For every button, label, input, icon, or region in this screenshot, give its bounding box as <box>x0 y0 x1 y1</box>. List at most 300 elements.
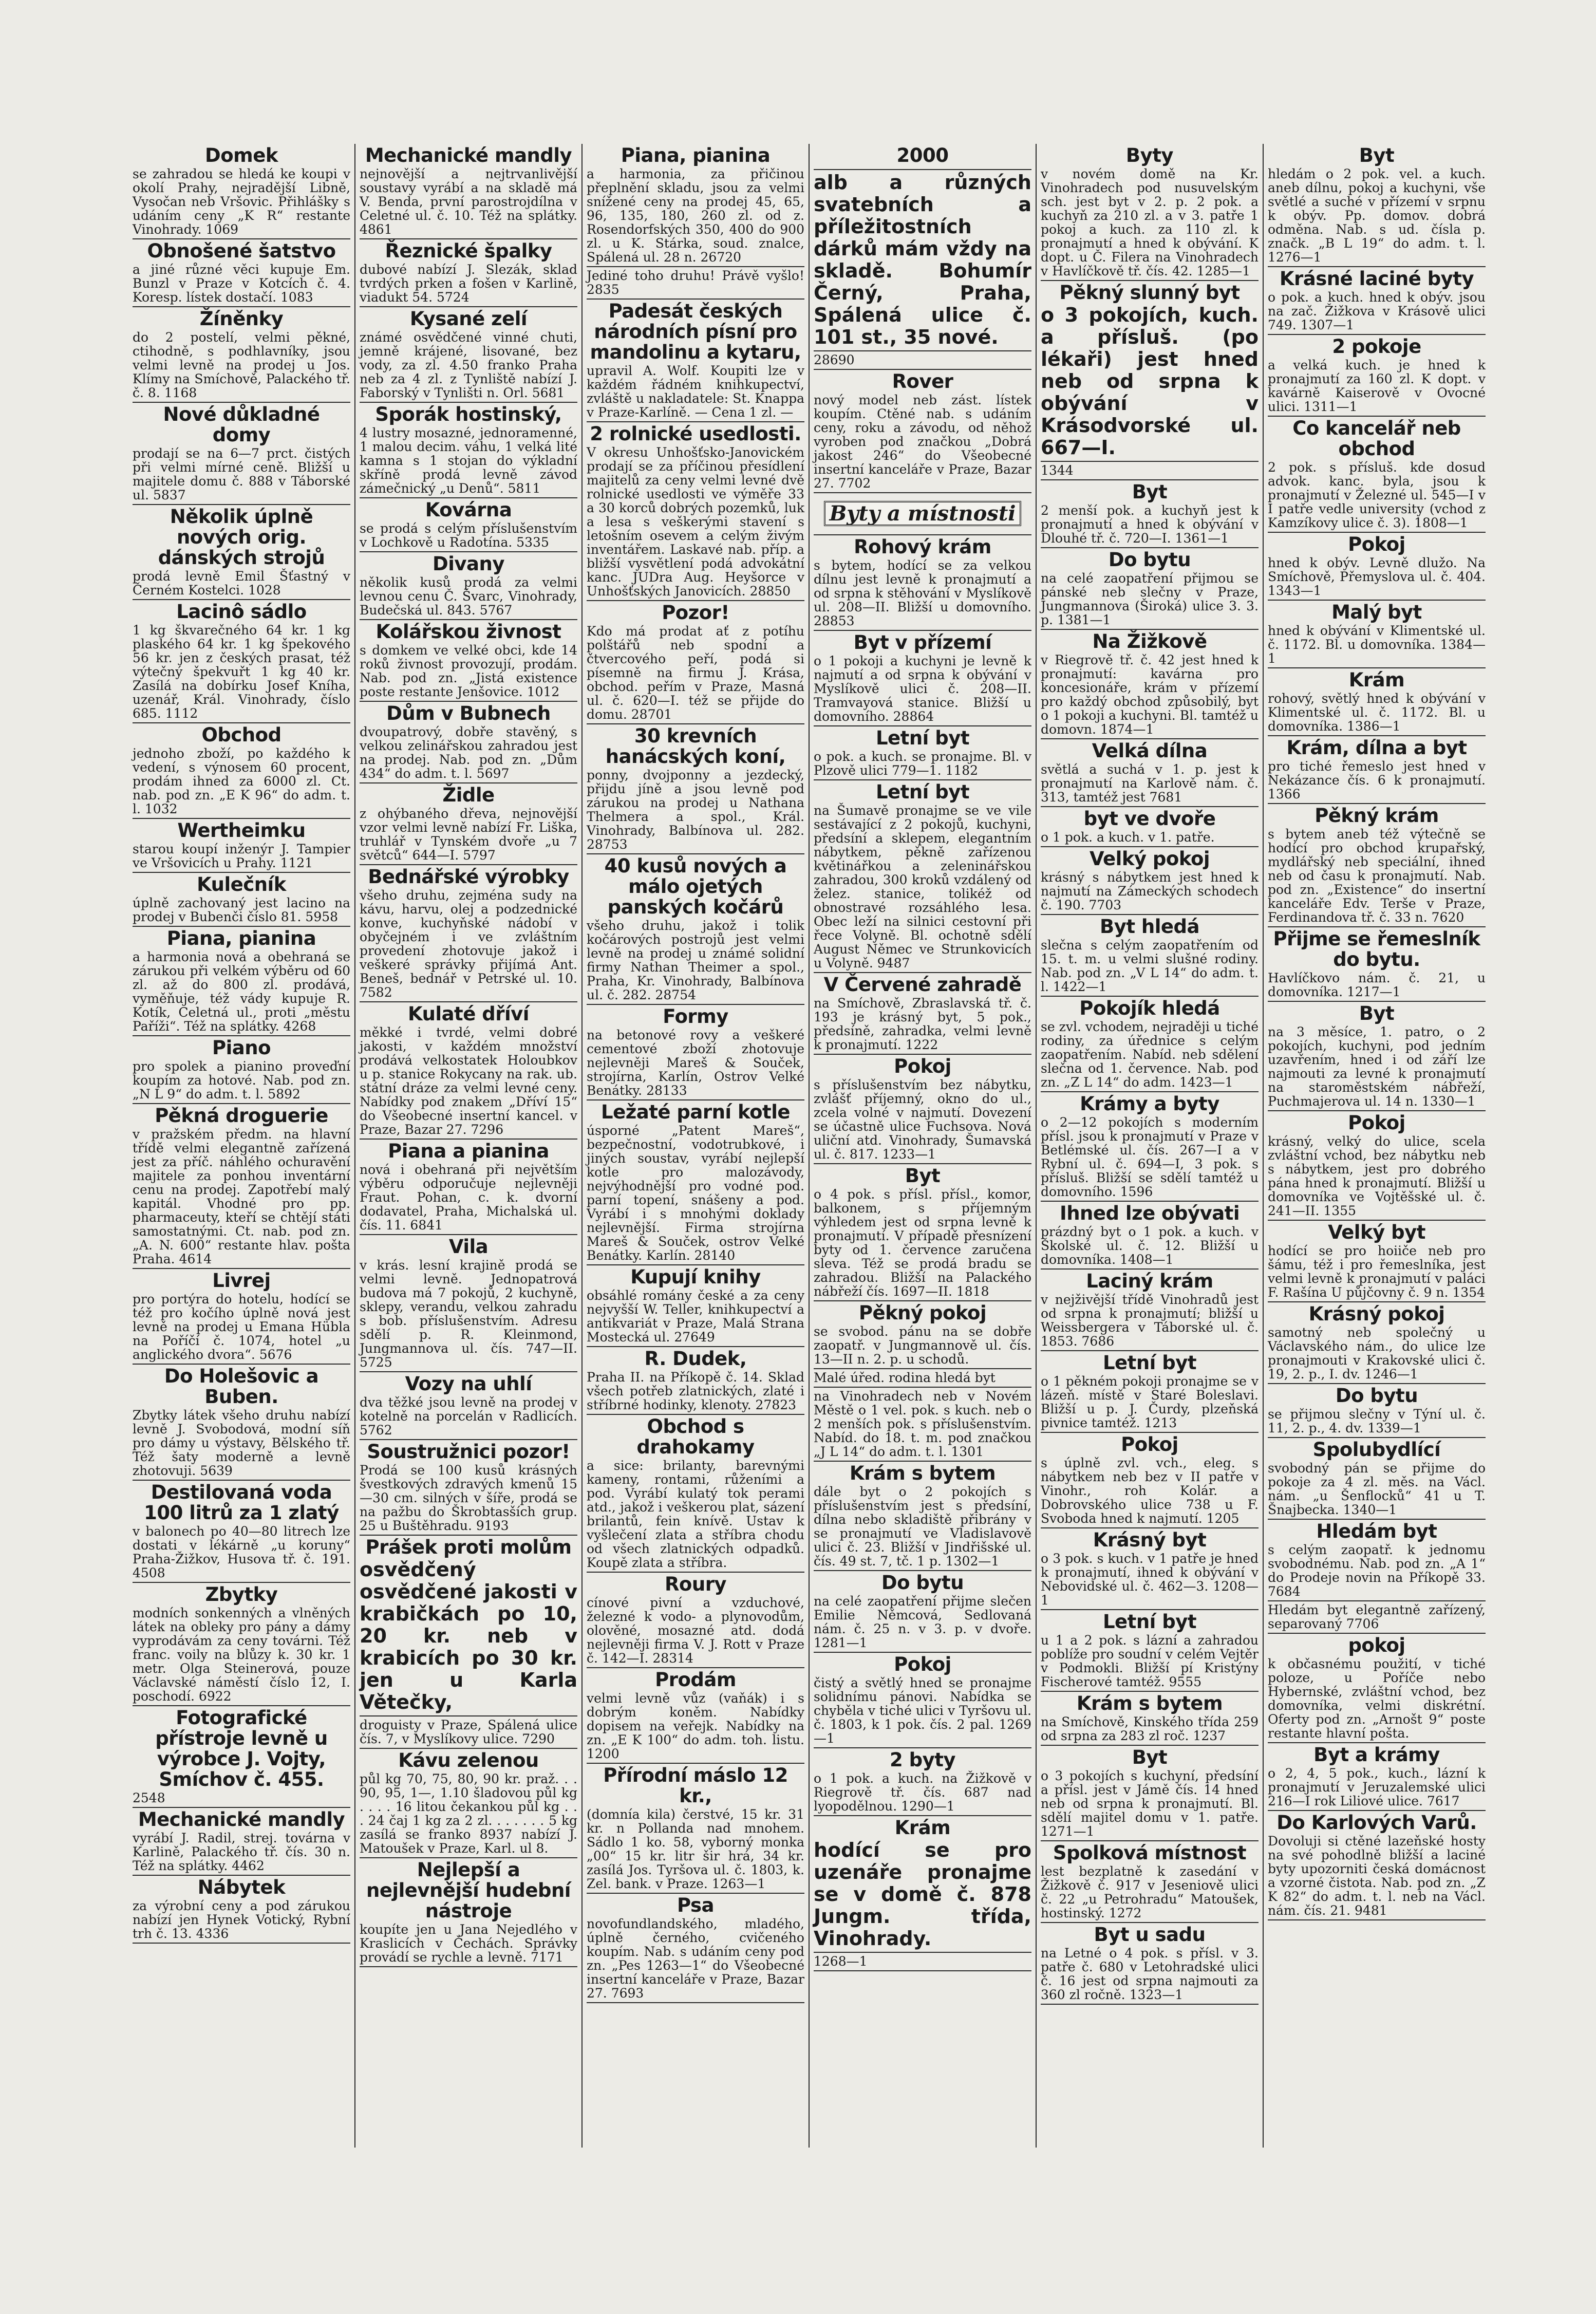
ad-heading: Byt v přízemí <box>853 631 992 654</box>
ad-text: na Smíchově, Kinského třída 259 od srpna za 283 zl roč. 1237 <box>1041 1714 1259 1743</box>
ad-heading: Obchod s drahokamy <box>636 1415 755 1458</box>
ad-text: nový model neb zást. lístek koupím. Ctěné nab. s udáním ceny, roku a závodu, od něhož vyroben pod značkou „Dobrá jakost 246“ do Všeobecné insertní kanceláře v Praze, Bazar 27. 7702 <box>814 393 1031 491</box>
ad-text: jednoho zboží, po každého k vedení, s výnosem 60 procent, prodám ihned za 6000 zl. Ct. nab. pod zn. „E K 96“ do adm. t. l. 1032 <box>133 746 350 816</box>
ad-heading: Krámy a byty <box>1080 1093 1219 1115</box>
classified-ad <box>133 600 350 723</box>
classified-ad <box>360 307 577 403</box>
ad-heading: Kovárna <box>425 499 512 521</box>
ad-heading: Do bytu <box>881 1572 964 1594</box>
ad-text: hned k obývání v Klimentské ul. č. 1172. Bl. u domovníka. 1384—1 <box>1268 623 1486 666</box>
ad-text: v novém domě na Kr. Vinohradech pod nusuvelským sch. jest byt v 2. p. 2 pok. a kuchyň za 210 zl. a v 3. patře 1 pokoj a kuch. za 110 zl. k pronajmutí a hned k obývání. K dopt. u Č. Filera na Vinohradech v Havlíčkově tř. čís. 42. 1285—1 <box>1041 166 1259 278</box>
ad-text: hodící se pro hoiiče neb pro šámu, též i pro řemeslníka, jest velmi levně k pronajmutí v paláci F. Rašína U půjčovny č. 9 n. 1354 <box>1268 1243 1486 1300</box>
ad-text: a velká kuch. je hned k pronajmutí za 160 zl. K dopt. v kavárně Kaiserově v Ovocné ulici. 1311—1 <box>1268 358 1486 414</box>
classified-ad <box>1268 736 1486 804</box>
classified-ad <box>1041 1270 1259 1351</box>
section-banner: Byty a místnosti <box>824 501 1021 526</box>
ad-text: o 4 pok. s přísl. přísl., komor, balkonem, s příjemným výhledem jest od srpna levně k pronajmutí. V případě přesnízení byty od 1. července zaručena sleva. Též se prodá bradu se zahradou. Bližší na Palackého nábřeží čís. 1697—II. 1818 <box>814 1187 1031 1299</box>
ad-text: V okresu Unhošťsko-Janovickém prodají se za příčinou přesídlení majitelů za ceny velmi levné dvě rolnické usedlosti ve výměře 33 a 30 korců dobrých pozemků, luk a lesa s veškerými stavení s letošním osevem a celým živým inventářem. Laskavé nab. příp. a bližší vysvětlení podá advokátní kanc. JUDra Aug. Heyšorce v Unhošťských Janovicích. 28850 <box>587 445 804 599</box>
ad-text: měkké i tvrdé, velmi dobré jakosti, v každém množství prodává velkostatek Holoubkov u p. stanice Rokycany na rak. ub. státní dráze za velmi levné ceny. Nabídky pod znakem „Dříví 15“ do Všeobecné insertní kancel. v Praze, Bazar 27. 7296 <box>360 1025 577 1137</box>
ad-heading: Pěkná droguerie <box>155 1105 328 1127</box>
ad-text: droguisty v Praze, Spálená ulice čís. 7, v Myslíkovy ulice. 7290 <box>360 1718 577 1746</box>
classified-ad <box>1041 1092 1259 1202</box>
ad-text: půl kg 70, 75, 80, 90 kr. praž. . . 90, 95, 1—, 1.10 šladovou půl kg . . . . 16 litou čekankou půl kg . . . 24 čaj 1 kg za 2 zl. . . . . . . 5 kg zasílá se franko 8937 nabízí J. Matoušek v Praze, Karl. ul 8. <box>360 1771 577 1856</box>
classified-ad <box>133 1036 350 1104</box>
ad-text: hledám o 2 pok. vel. a kuch. aneb dílnu, pokoj a kuchyni, vše světlé a suché v přízemí v srpnu k obýv. Pp. domov. dobrá odměna. Nab. s ud. čísla p. značk. „B L 19“ do adm. t. l. 1276—1 <box>1268 166 1486 265</box>
ad-text: dále byt o 2 pokojích s příslušenstvím jest s předsíní, dílna nebo skladiště přibrány v se pronajmutí ve Vladislavově ulici č. 23. Bližší v Jindřišské ul. čís. 49 st. 7, tč. 1 p. 1302—1 <box>814 1484 1031 1569</box>
classified-ad <box>360 783 577 865</box>
classified-ad <box>133 403 350 505</box>
ad-heading: Krásné laciné byty <box>1279 268 1474 290</box>
ad-heading: Krám <box>1348 669 1405 691</box>
ad-text: na 3 měsíce, 1. patro, o 2 pokojích, kuchyni, pod jedním uzavřením, hned i od září lze najmouti za levné k pronajmutí na staroměstském nábřeží, Puchmajerova ul. 14 n. 1330—1 <box>1268 1024 1486 1109</box>
ad-text: s domkem ve velké obci, kde 14 roků živnost provozují, prodám. Nab. pod zn. „Jistá existence poste restante Jenšovice. 1012 <box>360 643 577 699</box>
ad-heading: Bednářské výrobky <box>368 866 569 888</box>
ad-heading: Krásný byt <box>1093 1529 1207 1551</box>
ad-text: do 2 postelí, velmi pěkné, ctihodně, s podhlavníky, jsou velmi levně na prodej u Jos. Klímy na Smíchově, Palackého tř. č. 8. 1168 <box>133 330 350 400</box>
classified-ad <box>1268 1743 1486 1811</box>
ad-text: na betonové rovy a veškeré cementové zboží zhotovuje nejlevněji Mareš & Souček, strojírna, Karlín, Ostrov Velké Benátky. 28133 <box>587 1028 804 1098</box>
ad-text: známé osvědčené vinné chuti, jemně krájené, lisované, bez vody, za zl. 4.50 franko Praha neb za 4 zl. z Tynliště nabízí J. Faborský v Tynlišti n. Orl. 5681 <box>360 330 577 400</box>
ad-text: 1 kg škvarečného 64 kr. 1 kg plaského 64 kr. 1 kg špekového 56 kr. jen z českých prasat, též výtečný špekvuřt 1 kg 40 kr. Zasílá na dobírku Josef Kníha, uzenář, Král. Vinohrady, číslo 685. 1112 <box>133 623 350 721</box>
ad-text: starou koupí inženýr J. Tampier ve Vršovicích u Prahy. 1121 <box>133 842 350 870</box>
ad-heading: 2000 <box>896 144 949 166</box>
ad-text: a harmonia nová a obehraná se zárukou při velkém výběru od 60 zl. až do 800 zl. prodává, vyměňuje, též vády kupuje R. Kotík, Celetná ul., proti „městu Paříži“. Též na splátky. 4268 <box>133 949 350 1034</box>
ad-heading: Pěkný slunný byt <box>1059 282 1240 304</box>
classified-ad <box>814 1369 1031 1388</box>
ad-text: a harmonia, za přičinou přeplnění skladu, jsou za velmi snížené ceny na prodej 45, 65, 96, 135, 180, 260 zl. od z. Rosendorfských 350, 400 do 900 zl. u K. Stárka, soud. znalce, Spálená ul. 28 n. 26720 <box>587 166 804 265</box>
ad-text: 28690 <box>814 352 855 367</box>
ad-heading: Velký pokoj <box>1089 848 1210 870</box>
ad-heading: Soustružnici pozor! <box>367 1441 570 1463</box>
classified-ad <box>587 267 804 300</box>
ad-heading: Formy <box>663 1005 728 1028</box>
classified-ad <box>1041 480 1259 548</box>
ad-text: za výrobní ceny a pod zárukou nabízí jen Hynek Votický, Rybní trh č. 13. 4336 <box>133 1898 350 1941</box>
classified-ad <box>1041 462 1259 480</box>
classified-ad <box>1268 601 1486 668</box>
ad-text: 1344 <box>1041 463 1074 478</box>
classified-columns <box>128 144 1490 2148</box>
classified-ad <box>814 1953 1031 1971</box>
ad-heading: Obnošené šatstvo <box>147 240 336 262</box>
ad-text: velmi levně vůz (vaňák) i s dobrým koněm. Nabídky dopisem na veřejk. Nabídky na zn. „E K 100“ do adm. toh. listu. 1200 <box>587 1691 804 1761</box>
ad-heading: Vila <box>448 1236 489 1258</box>
ad-text: 1268—1 <box>814 1954 868 1969</box>
ad-heading: 40 kusů nových a málo ojetých panských kočárů <box>604 855 787 918</box>
classified-ad <box>587 724 804 854</box>
classified-ad <box>814 170 1031 351</box>
classified-ad <box>1268 1601 1486 1634</box>
ad-heading: Psa <box>677 1894 714 1916</box>
ad-text: o 3 pokojích, kuch. a přísluš. (po lékaři) jest hned neb od srpna k obývání v Krásodvorské ul. 667—I. <box>1041 304 1259 459</box>
classified-ad <box>360 1858 577 1967</box>
classified-ad <box>360 1372 577 1440</box>
ad-text: na celé zaopatření přijme slečen Emilie Němcová, Sedlovaná nám. č. 25 n. v 3. p. v dvoře. 1281—1 <box>814 1594 1031 1650</box>
ad-text: v Riegrově tř. č. 42 jest hned k pronajmutí: kavárna pro koncesionáře, krám v přízemí pro každý obchod způsobilý, byt o 1 pokoji a kuchyni. Bl. tamtéž u domovn. 1874—1 <box>1041 652 1259 737</box>
ad-text: na Šumavě pronajme se ve vile sestávající z 2 pokojů, kuchyni, předsíní a sklepem, elegantním nábytkem, pěkně zařízenou květinářkou a zeleninářskou zahradou, 300 kroků vzdálený od želez. stanice, tolikéž od obnostravé rozsáhlého lesa. Obec leží na silnici cestovní při řece Volyně. Bl. ochotně sdělí August Němec ve Strunkovicích u Volyně. 9487 <box>814 803 1031 971</box>
ad-text: nejnovější a nejtrvanlivější soustavy vyrábí a na skladě má V. Benda, první parostrojdílna v Celetné ul. č. 10. Též na splátky. 4861 <box>360 166 577 237</box>
ad-heading: Do bytu <box>1335 1385 1418 1407</box>
classified-ad <box>1041 630 1259 739</box>
ad-heading: Vozy na uhlí <box>405 1373 532 1395</box>
classified-ad <box>587 1005 804 1100</box>
classified-ad <box>1268 1811 1486 1920</box>
ad-heading: Do Karlových Varů. <box>1276 1812 1477 1834</box>
ad-text: se zahradou se hledá ke koupi v okolí Prahy, nejradější Libně, Vysočan neb Vršovic. Přihlášky s udáním ceny „K R“ restante Vinohrady. 1069 <box>133 166 350 237</box>
ad-heading: Piana a pianina <box>388 1140 549 1162</box>
ad-text: 4 lustry mosazné, jednoramenné, 1 malou decim. váhu, 1 velká lité kamna s 1 stojan do výkladní skříně prodá levně závod zámečnický „u Denů“. 5811 <box>360 425 577 496</box>
ad-heading: Pokoj <box>894 1653 951 1675</box>
ad-heading: Padesát českých národních písní pro mandolinu a kytaru, <box>590 300 801 363</box>
classified-ad <box>587 1347 804 1415</box>
ad-heading: Velká dílna <box>1092 740 1208 762</box>
classified-ad <box>133 819 350 873</box>
ad-heading: Nejlepší a nejlevnější hudební nástroje <box>366 1859 571 1922</box>
ad-heading: Velký byt <box>1328 1221 1425 1243</box>
ad-text: Havlíčkovo nám. č. 21, u domovníka. 1217—1 <box>1268 971 1486 999</box>
ad-heading: 2 pokoje <box>1332 335 1421 358</box>
classified-ad <box>587 854 804 1005</box>
ad-heading: Wertheimku <box>177 819 306 842</box>
classified-ad <box>814 1748 1031 1816</box>
ad-text: úsporné „Patent Mareš“, bezpečnostní, vodotrubkové, i jiných soustav, vyrábí nejlepší kotle pro malozávody, nejvýhodnější pro vodné pod. parní topení, snášeny a pod. Vyrábí i s mnohými doklady nejlevnější. Firma strojírna Mareš & Souček, ostrov Velké Benátky. Karlín. 28140 <box>587 1123 804 1263</box>
classified-ad <box>814 973 1031 1055</box>
ad-text: s příslušenstvím bez nábytku, zvlášť příjemný, okno do ul., zcela volné v najmutí. Dovezení se účastně ulice Fuchsova. Nová uliční atd. Vinohrady, Šumavská ul. č. 817. 1233—1 <box>814 1077 1031 1162</box>
classified-ad <box>1041 1746 1259 1841</box>
classified-ad <box>1268 1634 1486 1743</box>
classified-ad <box>814 144 1031 170</box>
classified-ad <box>1041 997 1259 1092</box>
ad-text: se zvl. vchodem, nejraději u tiché rodiny, za úřednice s celým zaopatřením. Nabíd. neb sdělení slečna od 1. července. Nab. pod zn. „Z L 14“ do adm. 1423—1 <box>1041 1019 1259 1090</box>
ad-text: koupíte jen u Jana Nejedlého v Kraslicích v Čechách. Správky provádí se rychle a levně. 7171 <box>360 1922 577 1965</box>
classified-ad <box>1268 144 1486 267</box>
classified-ad <box>360 702 577 783</box>
ad-text: alb a různých svatebních a příležitostních dárků mám vždy na skladě. Bohumír Černý, Praha, Spálená ulice č. 101 st., 35 nové. <box>814 171 1031 348</box>
ad-heading: Livrej <box>212 1270 271 1292</box>
classified-ad <box>1041 144 1259 281</box>
ad-heading: Rover <box>892 370 953 393</box>
classified-ad <box>360 1235 577 1372</box>
ad-text: novofundlandského, mladého, úplně černého, cvičeného koupím. Nab. s udáním ceny pod zn. „Pes 1263—1“ do Všeobecné insertní kanceláře v Praze, Bazar 27. 7693 <box>587 1916 804 2001</box>
column-6 <box>1263 144 1490 2148</box>
ad-text: světlá a suchá v 1. p. jest k pronajmutí na Karlově nám. č. 313, tamtéž jest 7681 <box>1041 762 1259 805</box>
ad-heading: Mechanické mandly <box>365 144 572 166</box>
ad-text: rohový, světlý hned k obývání v Klimentské ul. č. 1172. Bl. u domovníka. 1386—1 <box>1268 691 1486 734</box>
classified-ad <box>1041 1433 1259 1528</box>
classified-ad <box>1268 668 1486 736</box>
ad-heading: Letní byt <box>875 781 970 803</box>
column-5 <box>1036 144 1263 2148</box>
ad-heading: Mechanické mandly <box>138 1808 345 1831</box>
ad-heading: Divany <box>433 553 504 575</box>
ad-text: s úplně zvl. vch., eleg. s nábytkem neb bez v II patře v Vinohr., roh Kolár. a Dobrovského ulice 738 u F. Svoboda hned k najmutí. 1205 <box>1041 1455 1259 1526</box>
classified-ad <box>1268 804 1486 927</box>
ad-text: na Smíchově, Zbraslavská tř. č. 193 je krásný byt, 5 pok., předsíně, zahradka, velmi levně k pronajmutí. 1222 <box>814 996 1031 1052</box>
classified-ad <box>814 1164 1031 1301</box>
ad-text: v pražském předm. na hlavní třídě velmi elegantně zařízená jest za příč. náhlého ochuravění majitele za ponhou inventární cenu na prodej. Zapotřebí malý kapitál. Vhodné pro pp. pharmaceuty, kteří se chtějí státi samostatnými. Ct. nab. pod zn. „A. N. 600“ restante hlav. pošta Praha. 4614 <box>133 1127 350 1266</box>
ad-text: hned k obýv. Levně dlužo. Na Smíchově, Přemyslova ul. č. 404. 1343—1 <box>1268 555 1486 598</box>
classified-ad <box>360 239 577 307</box>
ad-heading: Žíněnky <box>199 308 284 330</box>
classified-ad <box>587 144 804 267</box>
ad-heading: Piano <box>212 1037 271 1059</box>
ad-heading: Do bytu <box>1108 549 1191 571</box>
ad-heading: Kolářskou živnost <box>375 621 561 643</box>
classified-ad <box>360 552 577 620</box>
classified-ad <box>133 1269 350 1365</box>
ad-text: samotný neb společný u Václavského nám., do ulice lze pronajmouti v Krakovské ulici č. 19, 2. p., I. dv. 1246—1 <box>1268 1325 1486 1382</box>
ad-heading: Prášek proti molům <box>365 1536 572 1558</box>
classified-ad <box>133 723 350 819</box>
ad-heading: Domek <box>205 144 278 166</box>
ad-text: (domnía kila) čerstvé, 15 kr. 31 kr. n Pollanda nad mnohem. Sádlo 1 ko. 58, vyborný monka „00“ 15 kr. litr šir hrá, 34 kr. zasílá Jos. Tyršova ul. č. 1803, k. Zel. bank. v Praze. 1263—1 <box>587 1807 804 1891</box>
classified-ad <box>133 1481 350 1583</box>
ad-heading: Byt <box>1359 144 1395 166</box>
ad-heading: Kysané zelí <box>409 308 528 330</box>
ad-text: o 3 pok. s kuch. v 1 patře je hned k pronajmutí, ihned k obývání v Nebovidské ul. č. 462—3. 1208—1 <box>1041 1551 1259 1608</box>
ad-heading: Kulaté dříví <box>408 1003 529 1025</box>
ad-text: 2 menší pok. a kuchyň jest k pronajmutí a hned k obývání v Dlouhé tř. č. 720—I. 1361—1 <box>1041 503 1259 546</box>
classified-ad <box>360 1440 577 1536</box>
ad-heading: Ležaté parní kotle <box>601 1101 790 1123</box>
ad-text: cínové pivní a vzduchové, železné k vodo- a plynovodům, olověné, mosazné atd. dodá nejlevněji firma V. J. Rott v Praze č. 142—I. 28314 <box>587 1595 804 1666</box>
ad-text: 2 pok. s přísluš. kde dosud advok. kanc. byla, jsou k pronajmutí v Železné ul. 545—I v I patře vedle university (vchod z Kamzíkovy ulice č. 3). 1808—1 <box>1268 460 1486 530</box>
classified-ad <box>814 1388 1031 1462</box>
ad-text: k občasnému použití, v tiché poloze, u Poříče nebo Hybernské, zvláštní vchod, bez domovníka, velmi diskrétní. Oferty pod zn. „Arnošt 9“ poste restante hlavní pošta. <box>1268 1656 1486 1741</box>
ad-text: Praha II. na Příkopě č. 14. Sklad všech potřeb zlatnických, zlaté i stříbrné hodinky, klenoty. 27823 <box>587 1370 804 1412</box>
ad-text: na Vinohradech neb v Novém Městě o 1 vel. pok. s kuch. neb o 2 menších pok. s příslušenstvím. Nabíd. do 18. t. m. pod značkou „J L 14“ do adm. t. l. 1301 <box>814 1389 1031 1459</box>
classified-ad <box>1041 807 1259 847</box>
classified-ad <box>1268 533 1486 601</box>
classified-ad <box>360 1002 577 1140</box>
ad-text: o 1 pěkném pokoji pronajme se v lázeň. místě v Staré Boleslavi. Bližší u p. J. Čurdy, plzeňská pivnice tamtéž. 1213 <box>1041 1374 1259 1430</box>
ad-heading: Kulečník <box>197 873 286 895</box>
classified-ad <box>587 1573 804 1668</box>
classified-ad <box>1041 1841 1259 1923</box>
column-4 <box>809 144 1036 2148</box>
ad-text: ponny, dvojponny a jezdecký, přijdu jíně a jsou levně pod zárukou na prodej u Nathana Thelmera a spol., Král. Vinohrady, Balbínova ul. 282. 28753 <box>587 768 804 852</box>
ad-heading: Malý byt <box>1331 601 1422 623</box>
classified-ad <box>814 1653 1031 1748</box>
classified-ad <box>1268 927 1486 1002</box>
ad-heading: Pozor! <box>662 602 729 624</box>
column-2 <box>354 144 581 2148</box>
classified-ad <box>1268 417 1486 533</box>
classified-ad <box>133 927 350 1036</box>
ad-heading: Pěkný krám <box>1315 805 1439 827</box>
classified-ad <box>1041 1923 1259 2005</box>
ad-text: slečna s celým zaopatřením od 15. t. m. u velmi slušné rodiny. Nab. pod zn. „V L 14“ do adm. t. l. 1422—1 <box>1041 938 1259 994</box>
classified-ad <box>814 726 1031 780</box>
ad-heading: Na Žižkově <box>1092 630 1207 652</box>
ad-text: o 3 pokojích s kuchyní, předsíní a přísl. jest v Jámě čís. 14 hned neb od srpna k pronajmutí. Bl. sdělí majitel domu v 1. patře. 1271—1 <box>1041 1768 1259 1839</box>
ad-heading: Byt <box>1132 481 1168 503</box>
ad-text: několik kusů prodá za velmi levnou cenu Č. Švarc, Vinohrady, Budečská ul. 843. 5767 <box>360 575 577 618</box>
classified-ad <box>133 1808 350 1876</box>
classified-ad <box>133 1365 350 1481</box>
ad-heading: byt ve dvoře <box>1083 808 1216 830</box>
ad-text: 2548 <box>133 1790 165 1805</box>
classified-ad <box>360 1716 577 1749</box>
classified-ad <box>133 873 350 927</box>
classified-ad <box>360 1536 577 1716</box>
ad-heading: Destilovaná voda 100 litrů za 1 zlatý <box>144 1481 339 1524</box>
classified-ad <box>360 1749 577 1858</box>
ad-text: o 2, 4, 5 pok., kuch., lázní k pronajmutí v Jeruzalemské ulici 216—I rok Liliové ulice. 7617 <box>1268 1766 1486 1808</box>
ad-text: s celým zaopatř. k jednomu svobodnému. Nab. pod zn. „A 1“ do Prodeje novin na Příkopě 33. 7684 <box>1268 1542 1486 1599</box>
ad-text: Kdo má prodat ať z potíhu polštářů neb spodní a čtvercového peří, podá si písemně na firmu J. Krása, obchod. peřím v Praze, Masná ul. č. 620—I. též se přijde do domu. 28701 <box>587 624 804 722</box>
classified-ad <box>587 1415 804 1573</box>
ad-text: lest bezplatně k zasedání v Žižkově č. 917 v Jeseniově ulici č. 22 „u Petrohradu“ Matoušek, hostinský. 1272 <box>1041 1864 1259 1920</box>
classified-ad <box>1268 267 1486 335</box>
classified-ad <box>1268 1221 1486 1302</box>
classified-ad <box>133 144 350 239</box>
ad-text: vyrábí J. Radil, strej. továrna v Karlině, Palackého tř. čís. 30 n. Též na splátky. 4462 <box>133 1831 350 1873</box>
ad-text: o 1 pok. a kuch. na Žižkově v Riegrově tř. čís. 687 nad lyopodělnou. 1290—1 <box>814 1771 1031 1814</box>
ad-text: v krás. lesní krajině prodá se velmi levně. Jednopatrová budova má 7 pokojů, 2 kuchyně, sklepy, verandu, velkou zahradu s bob. příslušenstvím. Adresu sdělí p. R. Kleinmond, Jungmannova ul. čís. 747—II. 5725 <box>360 1258 577 1370</box>
classified-ad <box>814 493 1031 535</box>
ad-text: Prodá se 100 kusů krásných švestkových zdravých kmenů 15—30 cm. silných v šíře, prodá se na pažbu do Škrobtasších grup. 25 u Buštěhradu. 9193 <box>360 1463 577 1533</box>
classified-ad <box>1041 847 1259 915</box>
classified-ad <box>133 505 350 600</box>
ad-heading: Pokoj <box>1348 1112 1405 1134</box>
ad-heading: Prodám <box>655 1669 736 1691</box>
classified-ad <box>814 1816 1031 1953</box>
classified-ad <box>133 239 350 307</box>
ad-text: se prodá s celým příslušenstvím v Lochkově u Radotína. 5335 <box>360 521 577 550</box>
ad-text: Jediné toho druhu! Právě vyšlo! 2835 <box>587 268 804 297</box>
classified-ad <box>360 498 577 552</box>
ad-text: Hledám byt elegantně zařízený, separovaný 7706 <box>1268 1602 1486 1631</box>
ad-heading: Fotografické přístroje levně u výrobce J. Vojty, Smíchov č. 455. <box>155 1707 328 1790</box>
ad-heading: 30 krevních hanácských koní, <box>605 725 786 768</box>
classified-ad <box>133 1104 350 1269</box>
ad-text: s bytem, hodící se za velkou dílnu jest levně k pronajmutí a od srpna k stěhování v Myslíkově ul. 208—II. Bližší u domovního. 28853 <box>814 558 1031 628</box>
classified-ad <box>1268 335 1486 417</box>
ad-heading: Pěkný pokoj <box>858 1302 987 1324</box>
classified-ad <box>1268 1302 1486 1384</box>
classified-ad <box>587 422 804 601</box>
classified-ad <box>360 1140 577 1235</box>
ad-heading: Byty <box>1125 144 1174 166</box>
ad-heading: Krám <box>894 1817 951 1839</box>
ad-heading: Nové důkladné domy <box>163 403 320 446</box>
ad-text: hodící se pro uzenáře pronajme se v domě č. 878 Jungm. třída, Vinohrady. <box>814 1839 1031 1950</box>
ad-text: dva těžké jsou levně na prodej v kotelně na porcelán v Radlicích. 5762 <box>360 1395 577 1438</box>
ad-heading: Zbytky <box>205 1583 278 1606</box>
ad-text: Zbytky látek všeho druhu nabízí levně J. Svobodová, modní síň pro dámy u výstavy, Bělského tř. Též šaty moderně a levně zhotovuji. 5639 <box>133 1408 350 1478</box>
classified-ad <box>1268 1111 1486 1221</box>
ad-text: Dovoluji si ctěné lazeňské hosty na své pohodlně bližší a laciné byty upozorniti česká domácnost a vzorné čistota. Nab. pod zn. „Z K 82“ do adm. t. l. neb na Václ. nám. čís. 21. 9481 <box>1268 1834 1486 1918</box>
ad-text: krásný, velký do ulice, scela zvláštní vchod, bez nábytku neb s nábytkem, jest pro dobrého pána hned k pronajmutí. Bližší u domovníka ve Vojtěšské ul. č. 241—II. 1355 <box>1268 1134 1486 1218</box>
ad-text: pro spolek a pianino proveďní koupím za hotové. Nab. pod zn. „N L 9“ do adm. t. l. 5892 <box>133 1059 350 1102</box>
ad-text: všeho druhu, jakož i tolik kočárových postrojů jest velmi levně na prodej u známé solidní firmy Nathan Theimer a spol., Praha, Kr. Vinohrady, Balbínova ul. č. 282. 28754 <box>587 918 804 1002</box>
classified-ad <box>587 1764 804 1894</box>
ad-text: a sice: brilanty, barevnými kameny, rontami, růženími a pod. Vyrábí kulatý tok perami atd., jakož i veškerou plat, sázení brilantů, fein knívě. Ustav k vyšlečení zlata a stříbra chodu od všech zlatnických odpadků. Koupě zlata a stříbra. <box>587 1458 804 1570</box>
ad-heading: Pokoj <box>1121 1433 1178 1455</box>
ad-heading: Dům v Bubnech <box>386 702 551 724</box>
classified-ad <box>814 370 1031 493</box>
ad-text: na celé zaopatření přijmou se pánské neb slečny v Praze, Jungmannova (Široká) ulice 3. 3. p. 1381—1 <box>1041 571 1259 627</box>
ad-text: v nejživější třídě Vinohradů jest od srpna k pronajmutí; bližší u Weissbergera v Táborské ul. č. 1853. 7686 <box>1041 1292 1259 1349</box>
ad-text: nová i obehraná při největším výběru odporučuje nejlevněji Fraut. Pohan, c. k. dvorní dodavatel, Praha, Michalská ul. čís. 11. 6841 <box>360 1162 577 1233</box>
ad-heading: Roury <box>664 1573 727 1595</box>
ad-heading: Byt <box>1132 1746 1168 1768</box>
classified-ad <box>133 1876 350 1944</box>
ad-text: na Letné o 4 pok. s přísl. v 3. patře č. 680 v Letohradské ulici č. 16 jest od srpna najmouti za 360 zl ročně. 1323—1 <box>1041 1946 1259 2002</box>
ad-heading: Krám s bytem <box>849 1462 996 1484</box>
ad-text: o 2—12 pokojích s moderním přísl. jsou k pronajmutí v Praze v Betlémské ul. čís. 267—I a v Rybní ul. č. 694—I, 3 pok. s přísluš. Bližší se sdělí tamtéž u domovního. 1596 <box>1041 1115 1259 1199</box>
column-1 <box>128 144 354 2148</box>
ad-text: osvědčený osvědčené jakosti v krabičkách po 10, 20 kr. neb v krabicích po 30 kr. jen u Karla Větečky, <box>360 1558 577 1713</box>
ad-heading: Pokoj <box>1348 533 1405 555</box>
ad-heading: Židle <box>442 784 495 806</box>
ad-heading: Nábytek <box>197 1876 286 1898</box>
classified-ad <box>814 1462 1031 1571</box>
ad-text: Malé úřed. rodina hledá byt <box>814 1370 996 1385</box>
ad-text: prodají se na 6—7 prct. čistých při velmi mírné ceně. Bližší u majitele domu č. 888 v Táborské ul. 5837 <box>133 446 350 502</box>
ad-text: se svobod. pánu na se dobře zaopatř. v Jungmannově ul. čís. 13—II n. 2. p. u schodů. <box>814 1324 1031 1367</box>
ad-text: o 1 pok. a kuch. v 1. patře. <box>1041 830 1215 845</box>
ad-heading: Byt <box>1359 1002 1395 1024</box>
ad-text: modních sonkenných a vlněných látek na obleky pro pány a dámy vyprodávám za ceny továrni. Též franc. voily na blůzy k. 30 kr. 1 metr. Olga Steinerová, pouze Václavské náměstí číslo 12, I. poschodí. 6922 <box>133 1606 350 1704</box>
classified-ad <box>587 601 804 724</box>
ad-heading: Pokojík hledá <box>1079 997 1220 1019</box>
ad-heading: Letní byt <box>875 727 970 749</box>
ad-heading: Laciný krám <box>1086 1270 1213 1292</box>
ad-heading: Řeznické špalky <box>385 240 552 262</box>
classified-ad <box>814 780 1031 973</box>
ad-heading: Letní byt <box>1102 1611 1197 1633</box>
ad-text: dubové nabízí J. Slezák, sklad tvrdých prken a fošen v Karlině, viadukt 54. 5724 <box>360 262 577 305</box>
ad-heading: Piana, pianina <box>166 927 316 949</box>
ad-text: z ohýbaného dřeva, nejnovější vzor velmi levně nabízí Fr. Liška, truhlář v Tynském dvoře „u 7 světců“ 644—I. 5797 <box>360 806 577 863</box>
ad-text: pro portýra do hotelu, hodící se též pro kočího úplně nová jest levně na prodej u Emana Hübla na Poříčí č. 1074, hotel „u anglického dvora“. 5676 <box>133 1292 350 1362</box>
ad-heading: Přijme se řemeslník do bytu. <box>1273 928 1480 971</box>
ad-heading: Piana, pianina <box>621 144 771 166</box>
classified-ad <box>360 144 577 239</box>
classified-ad <box>814 351 1031 370</box>
classified-ad <box>1041 1692 1259 1746</box>
classified-ad <box>587 1100 804 1265</box>
ad-text: pro tiché řemeslo jest hned v Nekázance čís. 6 k pronajmutí. 1366 <box>1268 759 1486 801</box>
classified-ad <box>1268 1520 1486 1601</box>
ad-heading: Byt <box>905 1165 941 1187</box>
ad-text: upravil A. Wolf. Koupiti lze v každém řádném knihkupectví, zvláště u nakladatele: St. Knappa v Praze-Karlíně. — Cena 1 zl. — <box>587 363 804 420</box>
classified-ad <box>814 1571 1031 1653</box>
classified-ad <box>814 1301 1031 1369</box>
ad-text: svobodný pán se přijme do pokoje za 4 zl. měs. na Václ. nám. „u Šenflocků“ 41 u T. Šnajbecka. 1340—1 <box>1268 1461 1486 1517</box>
classified-ad <box>1041 281 1259 462</box>
ad-heading: Byt u sadu <box>1094 1924 1206 1946</box>
ad-text: obsáhlé romány české a za ceny nejvyšší W. Teller, knihkupectví a antikvariát v Praze, Malá Strana Mostecká ul. 27649 <box>587 1288 804 1345</box>
ad-heading: 2 byty <box>889 1749 956 1771</box>
ad-heading: Krásný pokoj <box>1308 1303 1445 1325</box>
ad-heading: Přírodní máslo 12 kr., <box>603 1764 788 1807</box>
ad-text: prodá levně Emil Šťastný v Černém Kostelci. 1028 <box>133 569 350 598</box>
ad-heading: 2 rolnické usedlosti. <box>590 423 801 445</box>
ad-text: o pok. a kuch. se pronajme. Bl. v Plzově ulici 779—1. 1182 <box>814 749 1031 778</box>
ad-heading: Spolková místnost <box>1053 1842 1247 1864</box>
ad-text: o pok. a kuch. hned k obýv. jsou na zač. Žižkova v Krásově ulici 749. 1307—1 <box>1268 290 1486 332</box>
classified-ad <box>1041 1610 1259 1692</box>
ad-text: s bytem aneb též výtečně se hodící pro obchod krupařský, mydlářský neb speciální, ihned neb od času k pronajmutí. Nab. pod zn. „Existence“ do insertní kanceláře Edv. Terše v Praze, Ferdinandova tř. č. 33 n. 7620 <box>1268 827 1486 925</box>
ad-heading: Lacinô sádlo <box>176 601 307 623</box>
classified-ad <box>587 300 804 422</box>
classified-ad <box>1041 739 1259 807</box>
ad-heading: pokoj <box>1348 1634 1405 1656</box>
classified-ad <box>360 620 577 702</box>
